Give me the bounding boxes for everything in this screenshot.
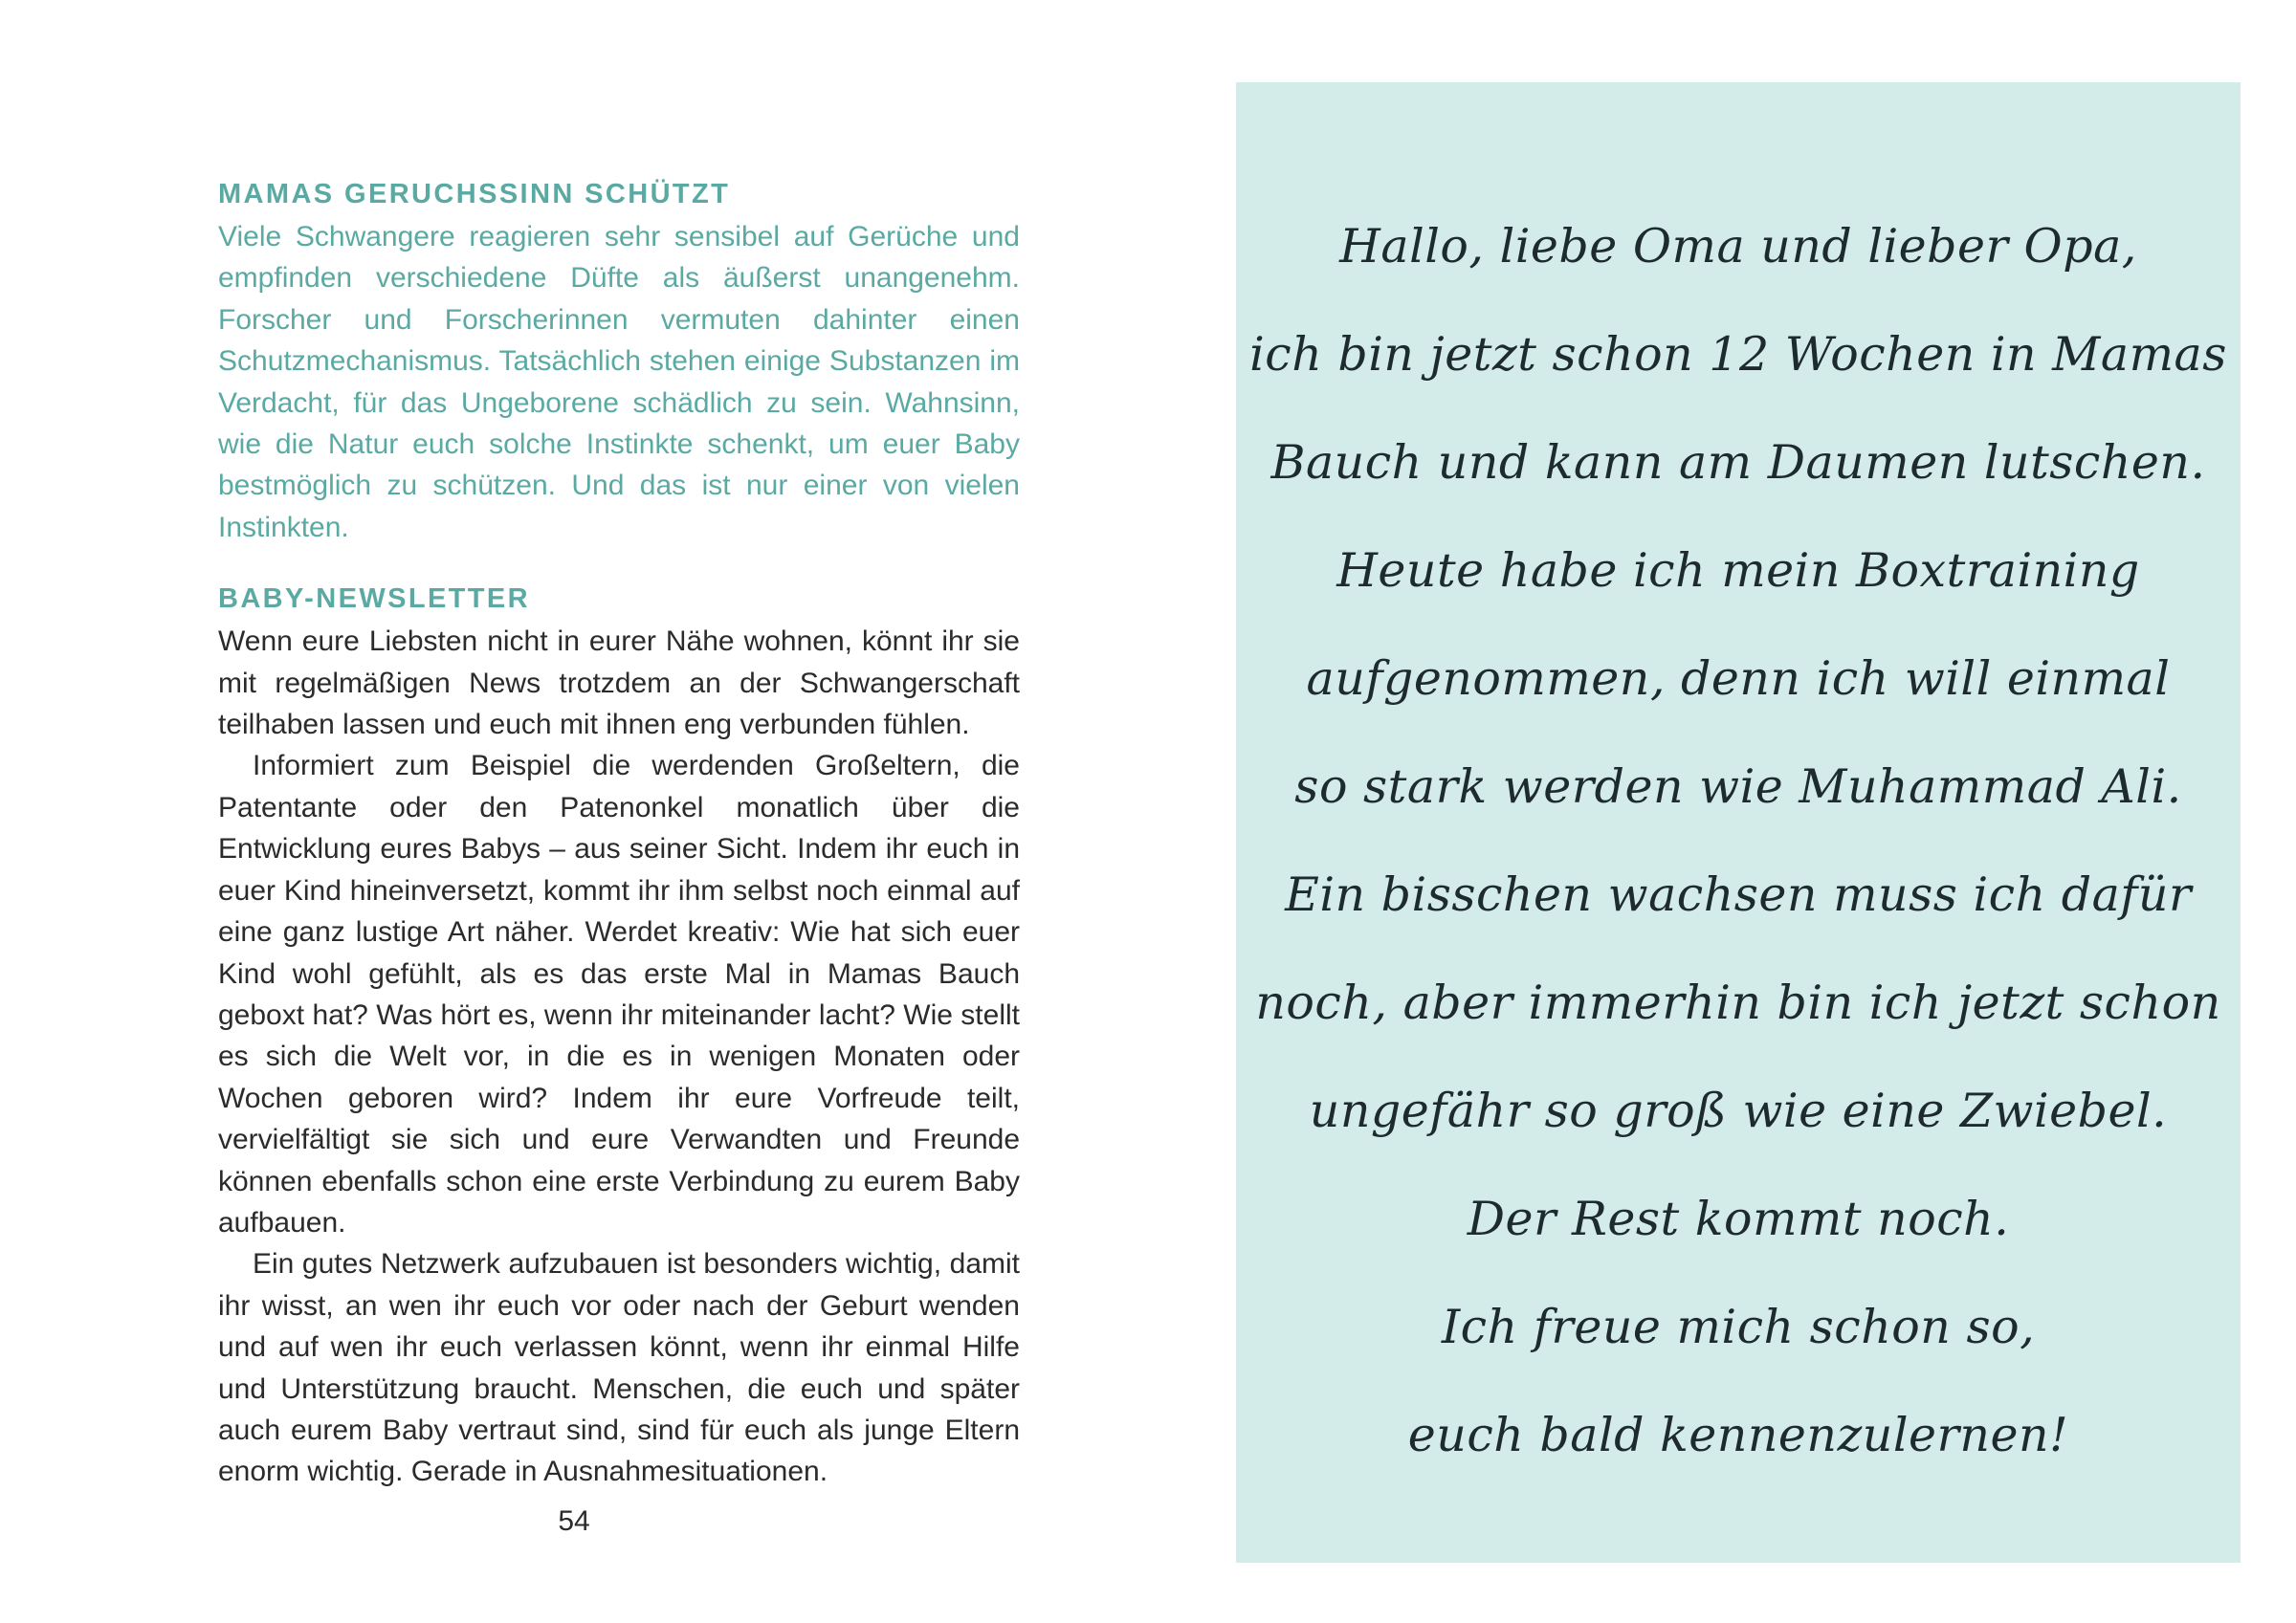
letter-line: aufgenommen, denn ich will einmal (1306, 651, 2171, 706)
letter-line: so stark werden wie Muhammad Ali. (1294, 759, 2182, 814)
letter-line: Ich freue mich schon so, (1441, 1300, 2036, 1354)
letter-line: ich bin jetzt schon 12 Wochen in Mamas (1249, 327, 2227, 382)
newsletter-paragraph-2: Informiert zum Beispiel die werdenden Großeltern, die Patentante oder den Patenonkel monatlich über die Entwicklung eures Babys – aus seiner Sicht. Indem ihr euch in euer Kind hineinversetzt, kommt ihr ihm selbst noch einmal auf eine ganz lustige Art näher. Werdet kreativ: Wie hat sich euer Kind wohl gefühlt, als es das erste Mal in Mamas Bauch geboxt hat? Was hört es, wenn ihr miteinander lacht? Wie stellt es sich die Welt vor, in die es in wenigen Monaten oder Wochen geboren wird? Indem ihr eure Vorfreude teilt, vervielfältigt sie sich und eure Verwandten und Freunde können ebenfalls schon eine erste Verbindung zu eurem Baby aufbauen. (218, 750, 1020, 1239)
letter-line: Der Rest kommt noch. (1467, 1192, 2010, 1246)
letter-line: Heute habe ich mein Boxtraining (1336, 543, 2140, 598)
letter-line: Bauch und kann am Daumen lutschen. (1270, 435, 2206, 490)
letter-line: euch bald kennenzulernen! (1407, 1408, 2069, 1462)
newsletter-paragraph-3: Ein gutes Netzwerk aufzubauen ist besonders wichtig, damit ihr wisst, an wen ihr euch vor oder nach der Geburt wenden und auf wen ihr euch verlassen könnt, wenn ihr einmal Hilfe und Unterstützung braucht. Menschen, die euch und später auch eurem Baby vertraut sind, sind für euch als junge Eltern enorm wichtig. Gerade in Ausnahmesituationen. (218, 1248, 1020, 1488)
letter-line: Hallo, liebe Oma und lieber Opa, (1339, 219, 2137, 274)
letter-line: ungefähr so groß wie eine Zwiebel. (1309, 1084, 2168, 1138)
section-heading-newsletter: BABY-NEWSLETTER (218, 583, 530, 615)
text-column (218, 172, 1020, 1493)
handwritten-letter (1236, 192, 2241, 1489)
section-heading-geruchssinn: MAMAS GERUCHSSINN SCHÜTZT (218, 179, 731, 209)
page-number: 54 (558, 1505, 590, 1537)
handwritten-letter-panel (1236, 82, 2241, 1563)
newsletter-paragraph-1: Wenn eure Liebsten nicht in eurer Nähe wohnen, könnt ihr sie mit regelmäßigen News trotzdem an der Schwangerschaft teilhaben lassen und euch mit ihnen eng verbunden fühlen. (218, 625, 1020, 741)
letter-line: noch, aber immerhin bin ich jetzt schon (1255, 976, 2221, 1030)
letter-line: Ein bisschen wachsen muss ich dafür (1285, 867, 2192, 922)
section-body-geruchssinn: Viele Schwangere reagieren sehr sensibel auf Gerüche und empfinden verschiedene Düfte als äußerst unangenehm. Forscher und Forscherinnen vermuten dahinter einen Schutzmechanismus. Tatsächlich stehen einige Substanzen im Verdacht, für das Ungeborene schädlich zu sein. Wahnsinn, wie die Natur euch solche Instinkte schenkt, um euer Baby bestmöglich zu schützen. Und das ist nur einer von vielen Instinkten. (218, 221, 1020, 543)
